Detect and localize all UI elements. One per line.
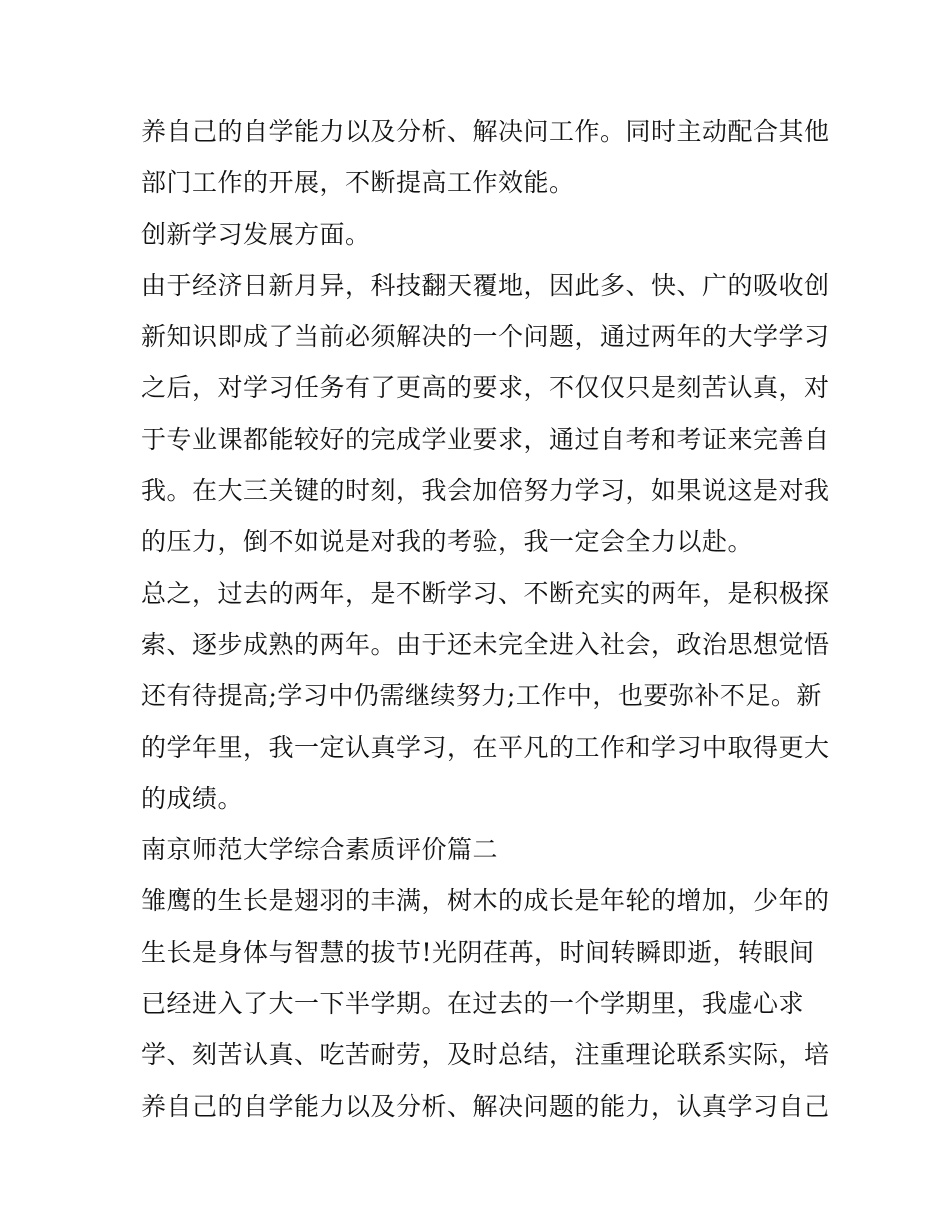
text-line: 还有待提高;学习中仍需继续努力;工作中，也要弥补不足。新 xyxy=(141,681,822,711)
text-line: 养自己的自学能力以及分析、解决问工作。同时主动配合其他 xyxy=(141,117,830,146)
text-line: 的成绩。 xyxy=(141,783,244,813)
text-line: 部门工作的开展，不断提高工作效能。 xyxy=(141,168,575,198)
text-line: 我。在大三关键的时刻，我会加倍努力学习，如果说这是对我 xyxy=(141,476,830,506)
text-line: 生长是身体与智慧的拔节!光阴荏苒，时间转瞬即逝，转眼间 xyxy=(141,937,815,967)
text-line: 的压力，倒不如说是对我的考验，我一定会全力以赴。 xyxy=(141,527,754,557)
text-line: 由于经济日新月异，科技翻天覆地，因此多、快、广的吸收创 xyxy=(141,270,830,300)
section-heading: 南京师范大学综合素质评价篇二 xyxy=(141,835,499,865)
text-line: 于专业课都能较好的完成学业要求，通过自考和考证来完善自 xyxy=(141,424,830,454)
document-body xyxy=(141,106,830,1132)
text-line: 总之，过去的两年，是不断学习、不断充实的两年，是积极探 xyxy=(141,578,830,608)
text-line: 索、逐步成熟的两年。由于还未完全进入社会，政治思想觉悟 xyxy=(141,629,830,659)
text-line: 已经进入了大一下半学期。在过去的一个学期里，我虚心求 xyxy=(141,989,805,1019)
text-line: 创新学习发展方面。 xyxy=(141,219,371,249)
text-line: 新知识即成了当前必须解决的一个问题，通过两年的大学学习 xyxy=(141,322,830,352)
text-line: 雏鹰的生长是翅羽的丰满，树木的成长是年轮的增加，少年的 xyxy=(141,886,830,916)
text-line: 之后，对学习任务有了更高的要求，不仅仅只是刻苦认真，对 xyxy=(141,373,830,403)
text-line: 学、刻苦认真、吃苦耐劳，及时总结，注重理论联系实际，培 xyxy=(141,1040,830,1070)
text-line: 养自己的自学能力以及分析、解决问题的能力，认真学习自己 xyxy=(141,1091,830,1121)
text-line: 的学年里，我一定认真学习，在平凡的工作和学习中取得更大 xyxy=(141,732,830,762)
